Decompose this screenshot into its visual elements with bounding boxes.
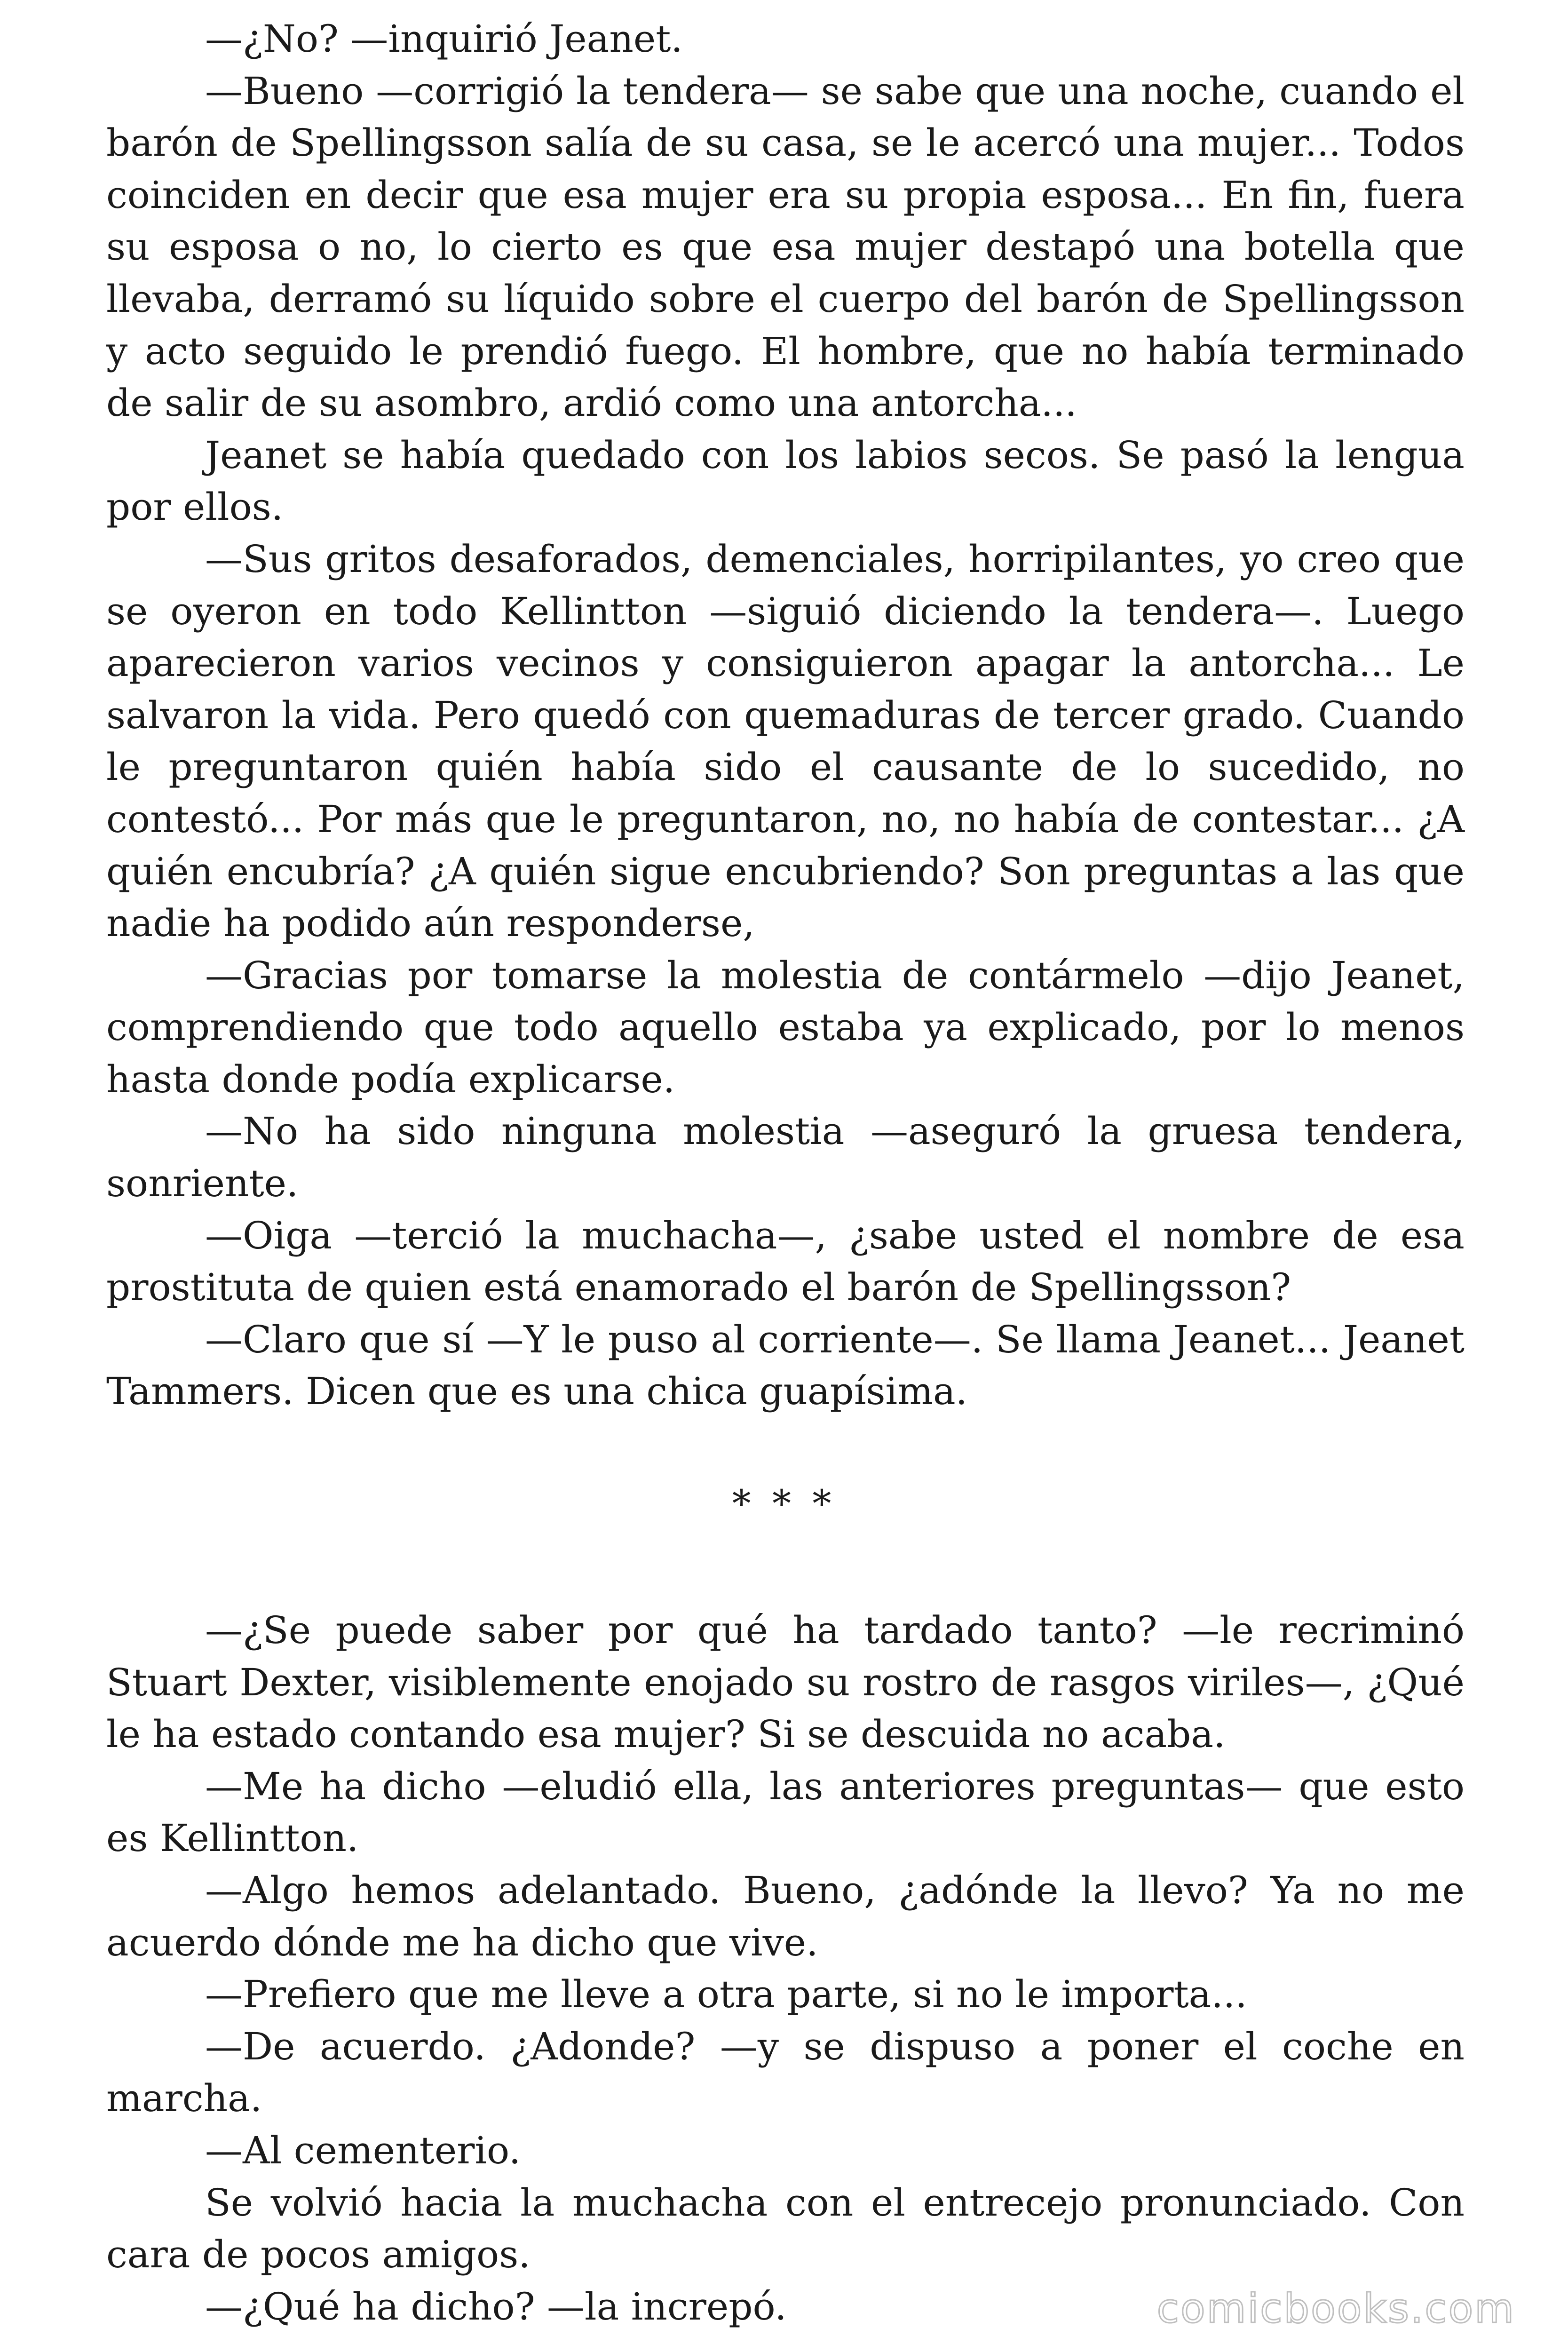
paragraph: —Oiga —terció la muchacha—, ¿sabe usted el nombre de esa prostituta de quien está enamorado el barón de Spellingsson? bbox=[106, 1213, 1465, 1310]
paragraph: —Sus gritos desaforados, demenciales, horripilantes, yo creo que se oyeron en todo Kellintton —siguió diciendo la tendera—. Luego aparecieron varios vecinos y consiguieron apagar la antorcha... Le salvaron la vida. Pero quedó con quemaduras de tercer grado. Cuando le preguntaron quién había sido el causante de lo sucedido, no contestó... Por más que le preguntaron, no, no había de contestar... ¿A quién encubría? ¿A quién sigue encubriendo? Son preguntas a las que nadie ha podido aún responderse, bbox=[106, 537, 1465, 946]
paragraph: —Bueno —corrigió la tendera— se sabe que una noche, cuando el barón de Spellingsson salía de su casa, se le acercó una mujer... Todos coinciden en decir que esa mujer era su propia esposa... En fin, fuera su esposa o no, lo cierto es que esa mujer destapó una botella que llevaba, derramó su líquido sobre el cuerpo del barón de Spellingsson y acto seguido le prendió fuego. El hombre, que no había terminado de salir de su asombro, ardió como una antorcha... bbox=[106, 69, 1465, 425]
paragraph: Se volvió hacia la muchacha con el entrecejo pronunciado. Con cara de pocos amigos. bbox=[106, 2180, 1465, 2277]
watermark: comicbooks.com bbox=[1156, 2285, 1515, 2332]
paragraph: —Claro que sí —Y le puso al corriente—. Se llama Jeanet... Jeanet Tammers. Dicen que es una chica guapísima. bbox=[106, 1317, 1465, 1414]
paragraph: Jeanet se había quedado con los labios secos. Se pasó la lengua por ellos. bbox=[106, 433, 1465, 529]
paragraph: —No ha sido ninguna molestia —aseguró la gruesa tendera, sonriente. bbox=[106, 1109, 1465, 1206]
paragraph: —Gracias por tomarse la molestia de contármelo —dijo Jeanet, comprendiendo que todo aquello estaba ya explicado, por lo menos hasta donde podía explicarse. bbox=[106, 953, 1465, 1101]
paragraph: —¿No? —inquirió Jeanet. bbox=[205, 17, 683, 61]
paragraph: —¿Se puede saber por qué ha tardado tanto? —le recriminó Stuart Dexter, visiblemente enojado su rostro de rasgos viriles—, ¿Qué le ha estado contando esa mujer? Si se descuida no acaba. bbox=[106, 1608, 1465, 1756]
paragraph: —Algo hemos adelantado. Bueno, ¿adónde la llevo? Ya no me acuerdo dónde me ha dicho que vive. bbox=[106, 1868, 1465, 1964]
paragraph: —¿Qué ha dicho? —la increpó. bbox=[205, 2284, 787, 2328]
paragraph: —De acuerdo. ¿Adonde? —y se dispuso a poner el coche en marcha. bbox=[106, 2024, 1465, 2121]
section-separator: * * * bbox=[732, 1482, 836, 1526]
text-section-1 bbox=[106, 13, 1465, 1418]
paragraph: —Me ha dicho —eludió ella, las anteriores preguntas— que esto es Kellintton. bbox=[106, 1764, 1465, 1860]
paragraph: —Prefiero que me lleve a otra parte, si no le importa... bbox=[205, 1972, 1247, 2017]
paragraph: —Al cementerio. bbox=[205, 2128, 521, 2172]
text-section-2 bbox=[106, 1605, 1465, 2333]
